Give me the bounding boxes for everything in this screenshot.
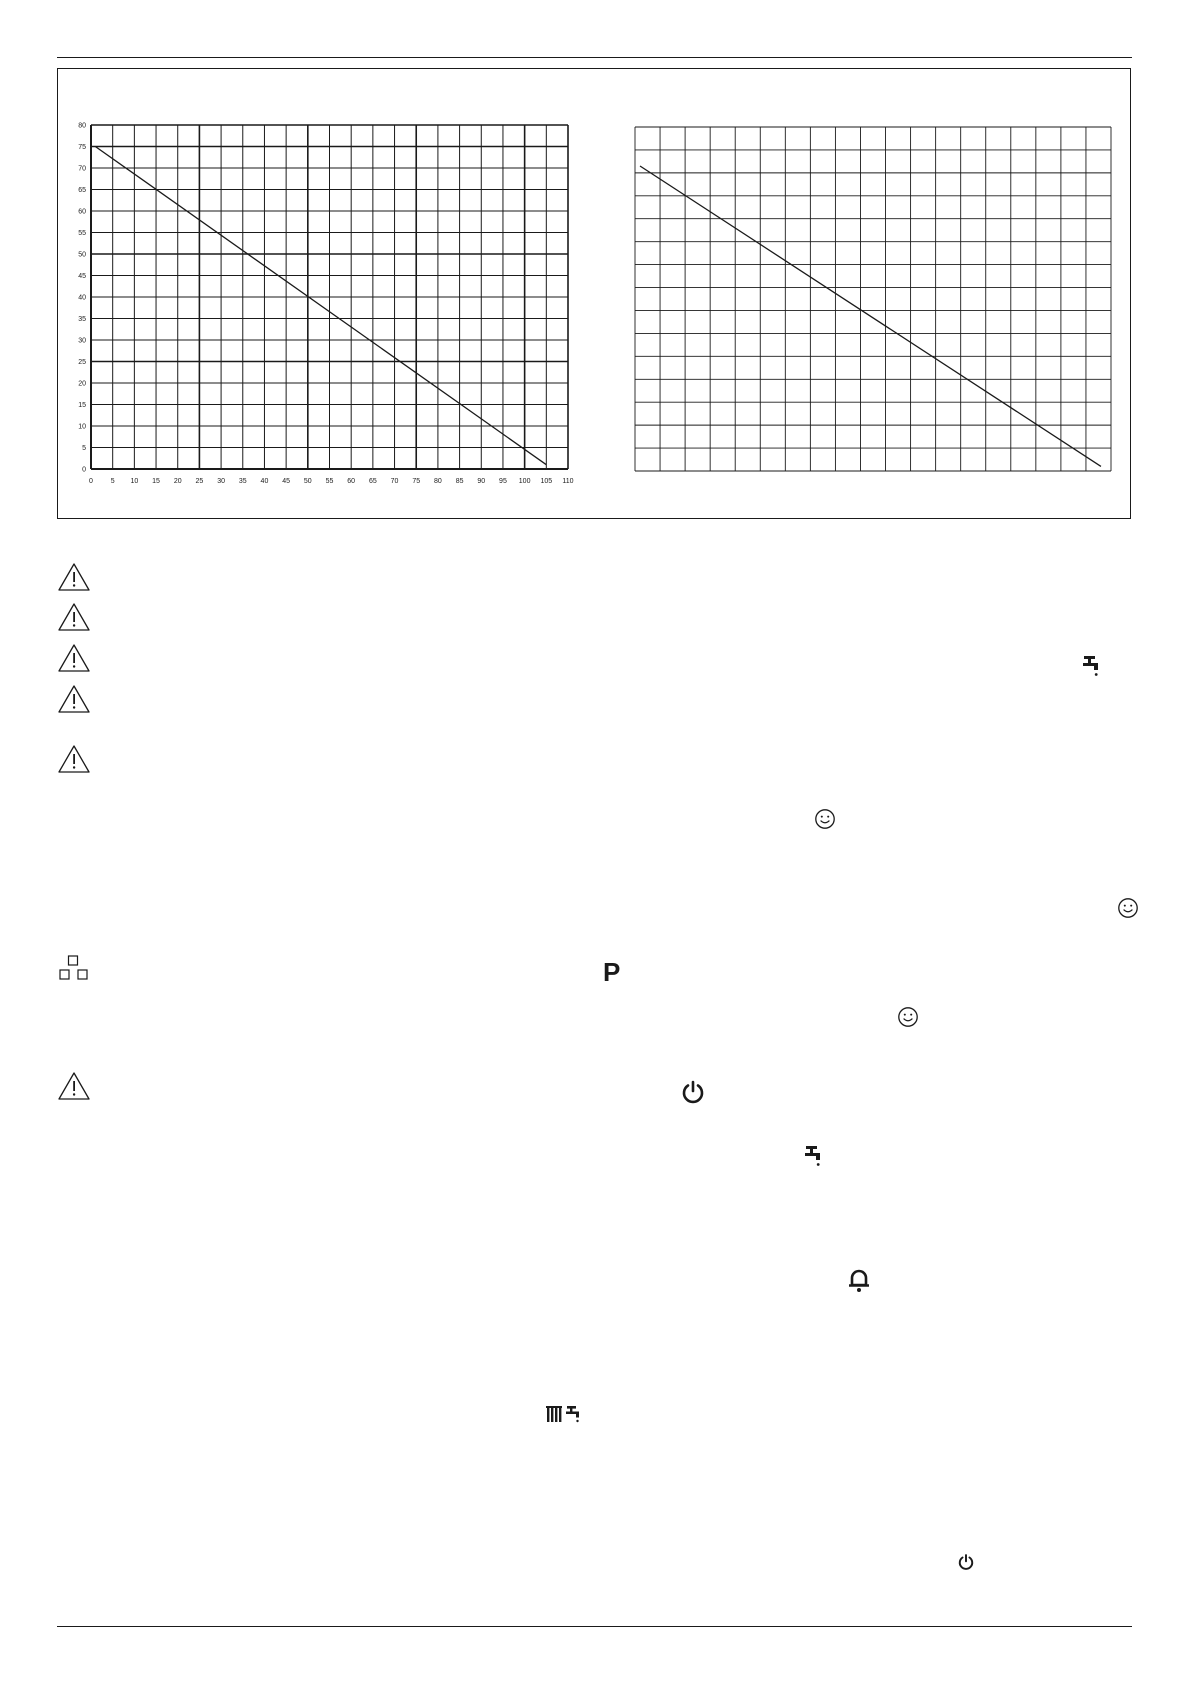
chart1-series-line <box>95 147 546 465</box>
chart1-x-tick-label: 90 <box>477 478 486 485</box>
chart1-y-tick-label: 70 <box>78 165 86 173</box>
chart1-y-tick-label: 35 <box>78 316 86 323</box>
chart1-y-tick-label: 15 <box>78 402 86 409</box>
chart1-y-tick-label: 55 <box>78 230 86 237</box>
chart1-x-tick-label: 60 <box>347 478 356 485</box>
radiator-tap-icon <box>546 1404 586 1424</box>
warning-icon <box>57 643 91 673</box>
chart1-y-tick-label: 30 <box>78 337 86 345</box>
chart1-x-tick-label: 80 <box>434 478 442 485</box>
chart1-y-tick-label: 45 <box>78 273 86 280</box>
chart1-y-tick-label: 65 <box>78 187 86 194</box>
chart1-x-tick-label: 110 <box>562 478 574 485</box>
warning-icon <box>57 684 91 714</box>
chart1-x-tick-label: 70 <box>390 478 399 485</box>
smiley-icon <box>897 1006 919 1028</box>
smiley-icon <box>814 808 836 830</box>
header-rule <box>57 57 1132 58</box>
chart1-x-tick-label: 20 <box>173 478 182 485</box>
chart1-x-tick-label: 30 <box>217 478 225 485</box>
warning-icon <box>57 562 91 592</box>
chart1-y-tick-label: 40 <box>78 294 86 302</box>
chart1-x-tick-label: 10 <box>130 478 139 485</box>
chart1-x-tick-label: 5 <box>110 478 115 485</box>
smiley-icon <box>1117 897 1139 919</box>
tap-icon <box>803 1144 827 1168</box>
chart1-y-tick-label: 60 <box>78 208 86 216</box>
chart1-x-tick-label: 75 <box>412 478 421 485</box>
bell-icon <box>847 1267 871 1293</box>
chart1-x-tick-label: 45 <box>282 478 291 485</box>
chart1-y-tick-label: 0 <box>82 466 86 474</box>
tap-icon <box>1081 654 1105 678</box>
chart1-x-tick-label: 25 <box>195 478 204 485</box>
squares-icon <box>59 955 89 981</box>
chart1-x-tick-label: 105 <box>540 478 553 485</box>
chart1-y-tick-label: 50 <box>78 251 86 259</box>
chart1-y-tick-label: 75 <box>78 144 86 151</box>
chart1-y-tick-label: 80 <box>78 122 86 130</box>
charts-canvas <box>58 69 1130 518</box>
power-icon <box>957 1553 975 1571</box>
chart1-x-tick-label: 65 <box>368 478 377 485</box>
chart1-x-tick-label: 95 <box>499 478 507 485</box>
footer-rule <box>57 1626 1132 1627</box>
p-symbol: P <box>603 957 621 987</box>
chart1-x-tick-label: 0 <box>89 478 93 485</box>
chart1-y-tick-label: 20 <box>78 380 86 388</box>
chart1-x-tick-label: 15 <box>152 478 160 485</box>
warning-icon <box>57 744 91 774</box>
chart1-y-tick-label: 25 <box>78 359 86 366</box>
chart1-x-tick-label: 50 <box>303 478 312 485</box>
chart1-x-tick-label: 40 <box>260 478 269 485</box>
chart1-x-tick-label: 35 <box>238 478 247 485</box>
charts-frame <box>57 68 1131 519</box>
warning-icon <box>57 602 91 632</box>
chart1-y-tick-label: 10 <box>78 423 86 431</box>
chart1-y-tick-label: 5 <box>82 445 86 452</box>
chart2-series-line <box>640 166 1101 466</box>
chart1-x-tick-label: 55 <box>325 478 334 485</box>
chart1-x-tick-label: 85 <box>455 478 464 485</box>
power-icon <box>680 1079 706 1105</box>
warning-icon <box>57 1071 91 1101</box>
chart1-x-tick-label: 100 <box>518 478 531 485</box>
